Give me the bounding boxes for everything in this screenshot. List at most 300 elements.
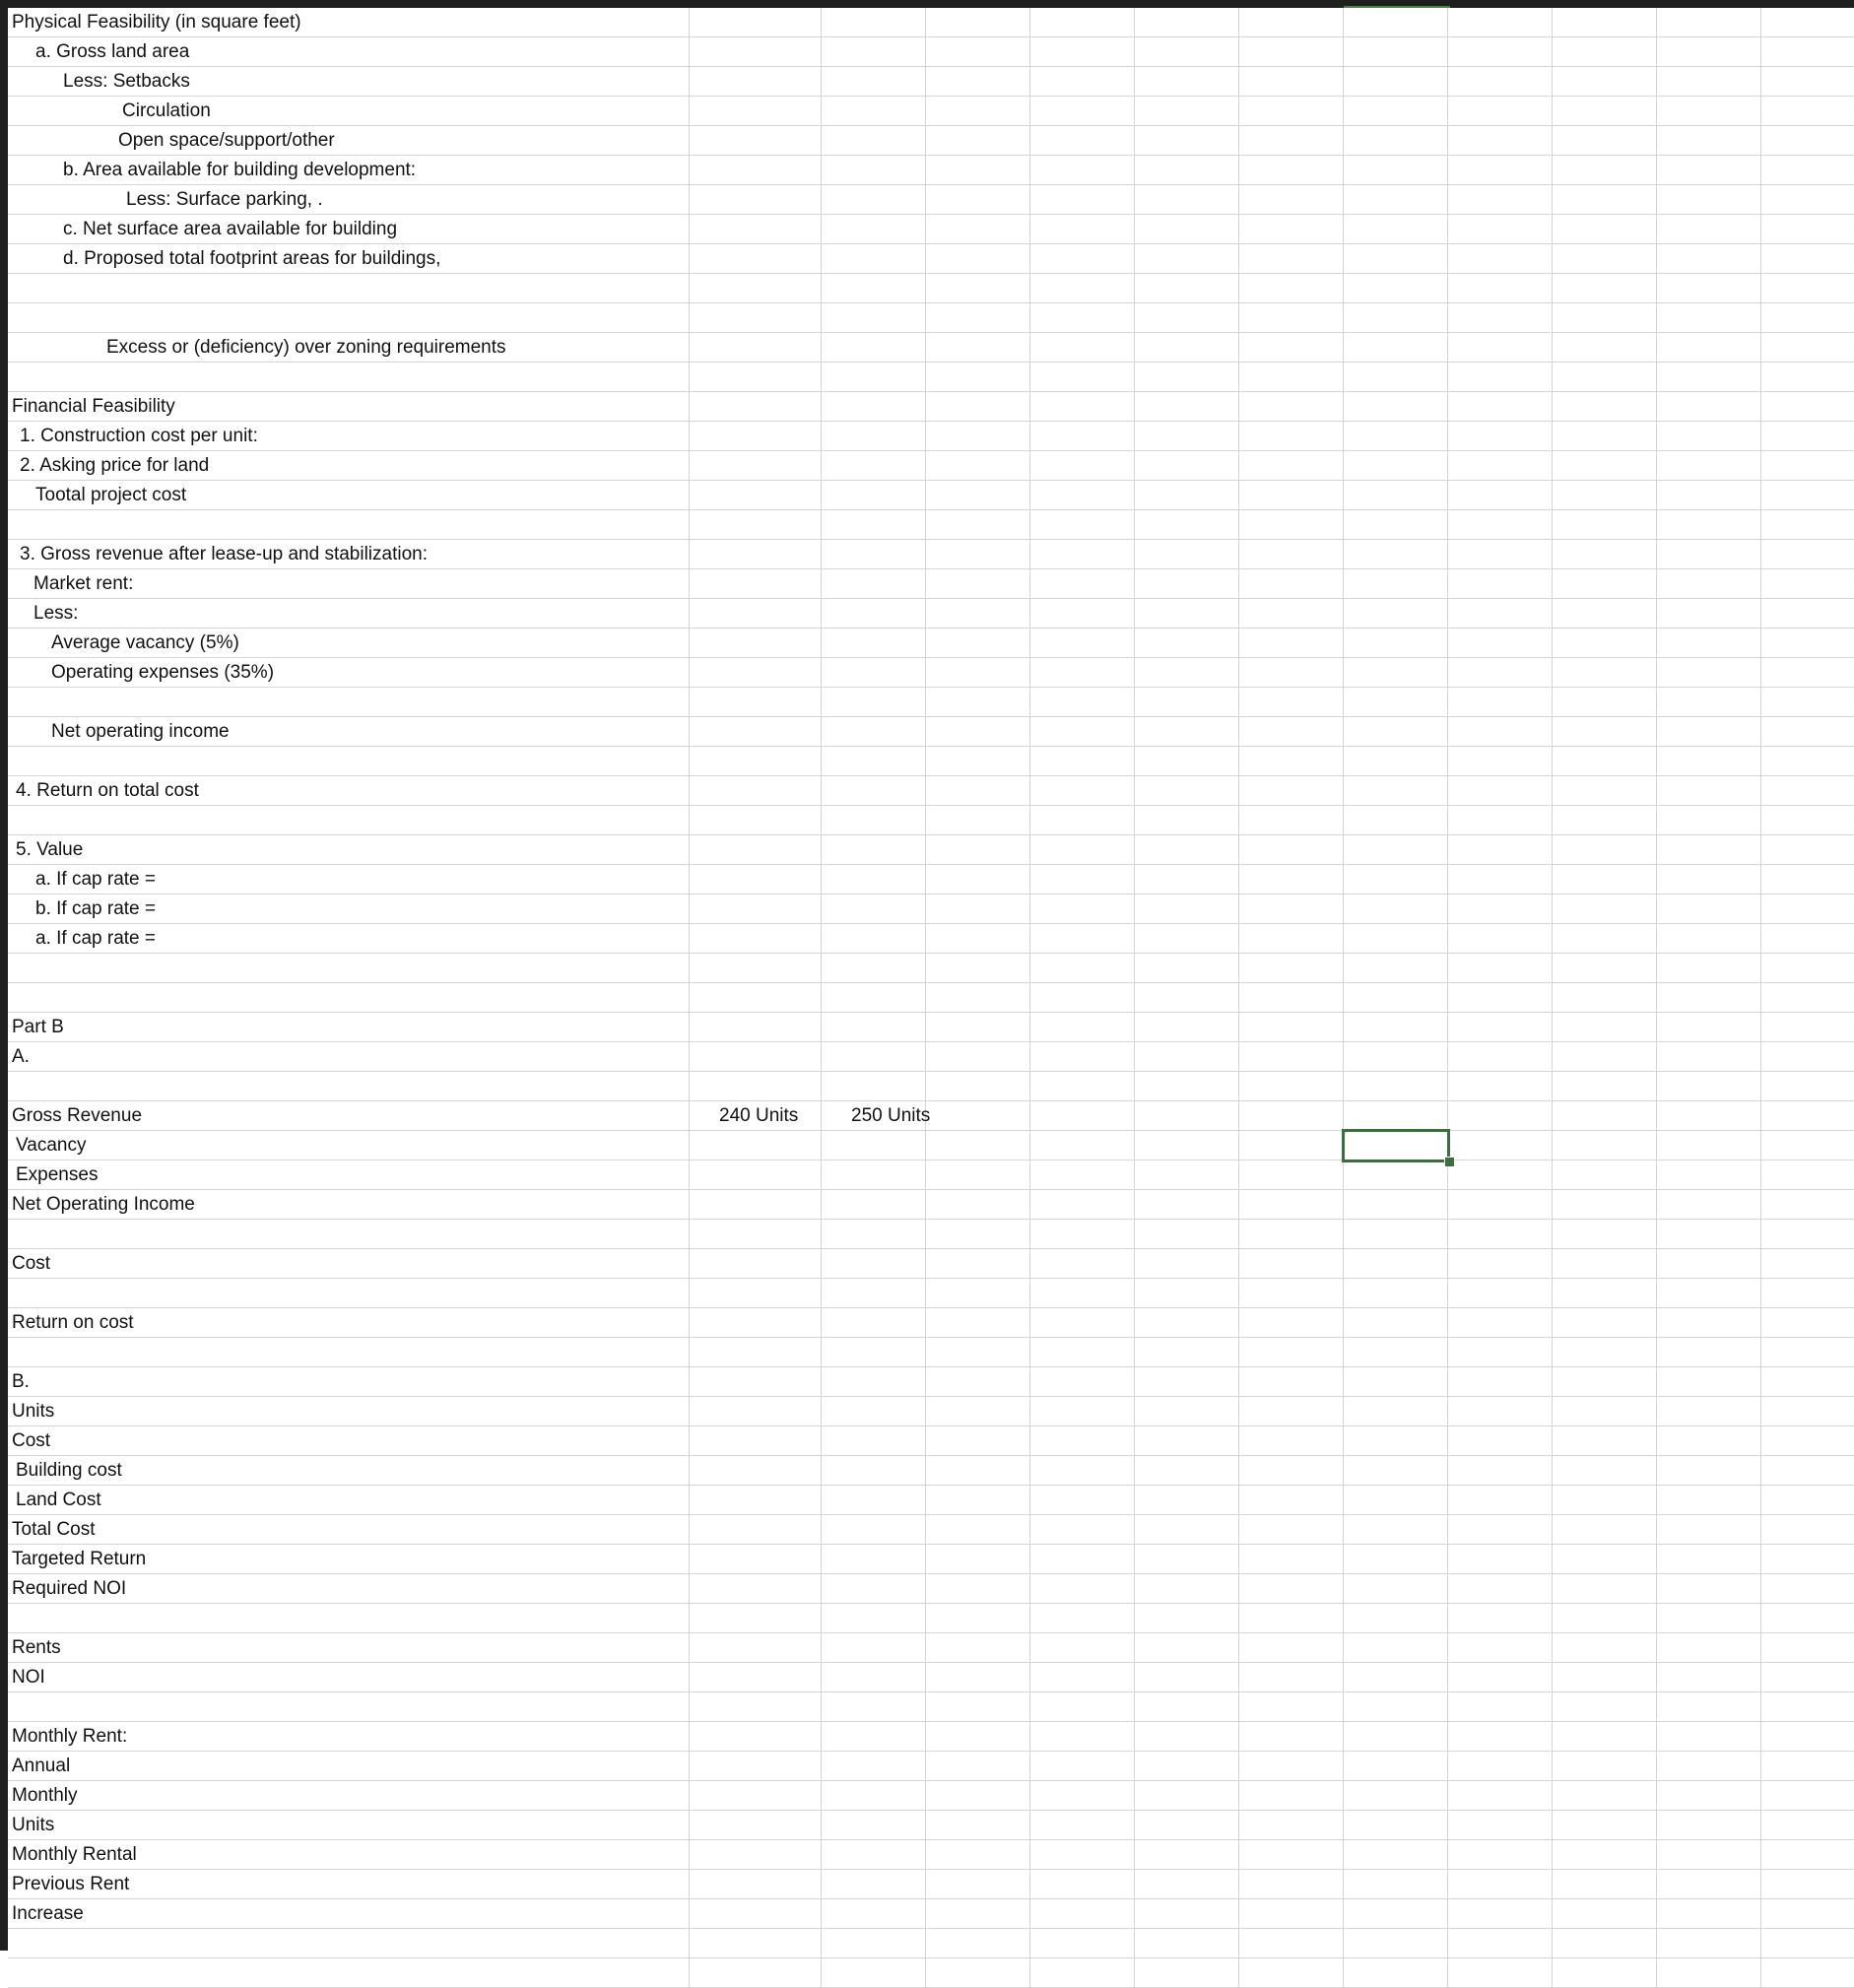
cell-b[interactable] (690, 540, 822, 568)
cell-c[interactable] (822, 1840, 926, 1869)
cell-b[interactable] (690, 8, 822, 36)
cell-e[interactable] (1030, 1692, 1135, 1721)
cell-g[interactable] (1239, 1279, 1344, 1307)
cell-k[interactable] (1657, 1072, 1761, 1100)
cell-h[interactable] (1344, 1958, 1448, 1987)
cell-i[interactable] (1448, 776, 1553, 805)
cell-c[interactable] (822, 1190, 926, 1219)
cell-h[interactable] (1344, 451, 1448, 480)
cell-i[interactable] (1448, 569, 1553, 598)
cell-h[interactable] (1344, 1308, 1448, 1337)
cell-e[interactable] (1030, 1397, 1135, 1425)
cell-b[interactable] (690, 1870, 822, 1898)
cell-f[interactable] (1135, 185, 1239, 214)
cell-a[interactable] (8, 1308, 690, 1337)
cell-e[interactable] (1030, 1958, 1135, 1987)
cell-e[interactable] (1030, 1752, 1135, 1780)
cell-l[interactable] (1761, 1013, 1854, 1041)
cell-b[interactable] (690, 1190, 822, 1219)
cell-e[interactable] (1030, 1308, 1135, 1337)
cell-h[interactable] (1344, 37, 1448, 66)
cell-j[interactable] (1553, 8, 1657, 36)
cell-g[interactable] (1239, 126, 1344, 155)
cell-c[interactable] (822, 37, 926, 66)
cell-f[interactable] (1135, 1101, 1239, 1130)
cell-b[interactable] (690, 1574, 822, 1603)
cell-d[interactable] (926, 1663, 1030, 1691)
cell-h[interactable] (1344, 1633, 1448, 1662)
cell-k[interactable] (1657, 244, 1761, 273)
cell-i[interactable] (1448, 1072, 1553, 1100)
cell-l[interactable] (1761, 569, 1854, 598)
cell-f[interactable] (1135, 1220, 1239, 1248)
cell-j[interactable] (1553, 983, 1657, 1012)
cell-d[interactable] (926, 1486, 1030, 1514)
cell-c[interactable] (822, 1072, 926, 1100)
cell-b[interactable] (690, 1397, 822, 1425)
cell-k[interactable] (1657, 1486, 1761, 1514)
cell-k[interactable] (1657, 8, 1761, 36)
cell-e[interactable] (1030, 303, 1135, 332)
cell-a[interactable] (8, 156, 690, 184)
cell-e[interactable] (1030, 422, 1135, 450)
cell-k[interactable] (1657, 1279, 1761, 1307)
cell-i[interactable] (1448, 1958, 1553, 1987)
cell-f[interactable] (1135, 1604, 1239, 1632)
cell-j[interactable] (1553, 303, 1657, 332)
cell-a[interactable] (8, 274, 690, 302)
cell-j[interactable] (1553, 1574, 1657, 1603)
cell-g[interactable] (1239, 747, 1344, 775)
cell-b[interactable] (690, 1633, 822, 1662)
cell-j[interactable] (1553, 333, 1657, 362)
cell-e[interactable] (1030, 717, 1135, 746)
cell-d[interactable] (926, 1220, 1030, 1248)
cell-e[interactable] (1030, 540, 1135, 568)
cell-e[interactable] (1030, 126, 1135, 155)
cell-g[interactable] (1239, 1899, 1344, 1928)
cell-l[interactable] (1761, 1811, 1854, 1839)
cell-c[interactable] (822, 924, 926, 953)
cell-h[interactable] (1344, 1929, 1448, 1957)
cell-b[interactable] (690, 156, 822, 184)
cell-j[interactable] (1553, 1604, 1657, 1632)
cell-i[interactable] (1448, 215, 1553, 243)
cell-h[interactable] (1344, 717, 1448, 746)
cell-c[interactable] (822, 8, 926, 36)
cell-j[interactable] (1553, 1545, 1657, 1573)
cell-e[interactable] (1030, 895, 1135, 923)
cell-j[interactable] (1553, 1279, 1657, 1307)
cell-g[interactable] (1239, 1220, 1344, 1248)
cell-e[interactable] (1030, 1899, 1135, 1928)
cell-f[interactable] (1135, 1042, 1239, 1071)
cell-g[interactable] (1239, 1249, 1344, 1278)
cell-a[interactable] (8, 1042, 690, 1071)
cell-b[interactable] (690, 1781, 822, 1810)
cell-k[interactable] (1657, 658, 1761, 687)
cell-k[interactable] (1657, 1929, 1761, 1957)
cell-g[interactable] (1239, 717, 1344, 746)
cell-f[interactable] (1135, 1663, 1239, 1691)
cell-i[interactable] (1448, 481, 1553, 509)
cell-c[interactable] (822, 1811, 926, 1839)
cell-e[interactable] (1030, 1279, 1135, 1307)
cell-i[interactable] (1448, 1515, 1553, 1544)
cell-c[interactable] (822, 629, 926, 657)
cell-l[interactable] (1761, 1338, 1854, 1366)
cell-j[interactable] (1553, 1190, 1657, 1219)
cell-a[interactable] (8, 1663, 690, 1691)
cell-l[interactable] (1761, 510, 1854, 539)
cell-d[interactable] (926, 1338, 1030, 1366)
cell-j[interactable] (1553, 1131, 1657, 1160)
cell-e[interactable] (1030, 1101, 1135, 1130)
cell-k[interactable] (1657, 1840, 1761, 1869)
cell-h[interactable] (1344, 776, 1448, 805)
cell-j[interactable] (1553, 1072, 1657, 1100)
cell-k[interactable] (1657, 983, 1761, 1012)
cell-j[interactable] (1553, 806, 1657, 834)
cell-b[interactable] (690, 1663, 822, 1691)
cell-g[interactable] (1239, 67, 1344, 96)
cell-l[interactable] (1761, 954, 1854, 982)
cell-l[interactable] (1761, 1870, 1854, 1898)
cell-c[interactable] (822, 1131, 926, 1160)
cell-e[interactable] (1030, 156, 1135, 184)
cell-c[interactable] (822, 1929, 926, 1957)
cell-g[interactable] (1239, 983, 1344, 1012)
cell-l[interactable] (1761, 776, 1854, 805)
cell-e[interactable] (1030, 8, 1135, 36)
cell-j[interactable] (1553, 865, 1657, 894)
cell-h[interactable] (1344, 599, 1448, 628)
cell-i[interactable] (1448, 1042, 1553, 1071)
cell-g[interactable] (1239, 215, 1344, 243)
cell-d[interactable] (926, 1574, 1030, 1603)
cell-b[interactable] (690, 274, 822, 302)
cell-d[interactable] (926, 1870, 1030, 1898)
cell-f[interactable] (1135, 776, 1239, 805)
cell-i[interactable] (1448, 303, 1553, 332)
cell-a[interactable] (8, 1101, 690, 1130)
cell-f[interactable] (1135, 1781, 1239, 1810)
cell-k[interactable] (1657, 1574, 1761, 1603)
cell-l[interactable] (1761, 1456, 1854, 1485)
cell-f[interactable] (1135, 924, 1239, 953)
cell-f[interactable] (1135, 1486, 1239, 1514)
cell-h[interactable] (1344, 924, 1448, 953)
cell-a[interactable] (8, 126, 690, 155)
cell-j[interactable] (1553, 1752, 1657, 1780)
cell-l[interactable] (1761, 1958, 1854, 1987)
cell-b[interactable] (690, 1013, 822, 1041)
cell-k[interactable] (1657, 1013, 1761, 1041)
cell-l[interactable] (1761, 688, 1854, 716)
cell-a[interactable] (8, 1574, 690, 1603)
cell-g[interactable] (1239, 1072, 1344, 1100)
cell-b[interactable] (690, 747, 822, 775)
cell-h[interactable] (1344, 392, 1448, 421)
cell-e[interactable] (1030, 215, 1135, 243)
cell-d[interactable] (926, 658, 1030, 687)
cell-h[interactable] (1344, 303, 1448, 332)
cell-c[interactable] (822, 215, 926, 243)
cell-f[interactable] (1135, 156, 1239, 184)
cell-j[interactable] (1553, 1397, 1657, 1425)
cell-h[interactable] (1344, 97, 1448, 125)
cell-f[interactable] (1135, 1456, 1239, 1485)
cell-c[interactable] (822, 392, 926, 421)
cell-h[interactable] (1344, 1692, 1448, 1721)
cell-f[interactable] (1135, 244, 1239, 273)
cell-l[interactable] (1761, 1545, 1854, 1573)
cell-b[interactable] (690, 1308, 822, 1337)
cell-k[interactable] (1657, 1338, 1761, 1366)
cell-j[interactable] (1553, 215, 1657, 243)
cell-b[interactable] (690, 924, 822, 953)
cell-d[interactable] (926, 688, 1030, 716)
cell-k[interactable] (1657, 747, 1761, 775)
cell-a[interactable] (8, 658, 690, 687)
cell-b[interactable] (690, 1722, 822, 1751)
cell-d[interactable] (926, 451, 1030, 480)
cell-h[interactable] (1344, 363, 1448, 391)
cell-a[interactable] (8, 1367, 690, 1396)
cell-j[interactable] (1553, 1515, 1657, 1544)
cell-f[interactable] (1135, 806, 1239, 834)
cell-i[interactable] (1448, 392, 1553, 421)
cell-b[interactable] (690, 1958, 822, 1987)
cell-d[interactable] (926, 1456, 1030, 1485)
cell-j[interactable] (1553, 924, 1657, 953)
cell-b[interactable] (690, 1929, 822, 1957)
cell-f[interactable] (1135, 510, 1239, 539)
cell-f[interactable] (1135, 629, 1239, 657)
cell-d[interactable] (926, 569, 1030, 598)
cell-a[interactable] (8, 1722, 690, 1751)
cell-f[interactable] (1135, 1160, 1239, 1189)
cell-l[interactable] (1761, 1899, 1854, 1928)
cell-d[interactable] (926, 1958, 1030, 1987)
cell-d[interactable] (926, 895, 1030, 923)
cell-e[interactable] (1030, 1072, 1135, 1100)
cell-d[interactable] (926, 1131, 1030, 1160)
cell-k[interactable] (1657, 1367, 1761, 1396)
cell-b[interactable] (690, 1752, 822, 1780)
cell-a[interactable] (8, 1160, 690, 1189)
cell-d[interactable] (926, 983, 1030, 1012)
cell-k[interactable] (1657, 540, 1761, 568)
cell-l[interactable] (1761, 1190, 1854, 1219)
cell-i[interactable] (1448, 67, 1553, 96)
cell-c[interactable] (822, 363, 926, 391)
cell-k[interactable] (1657, 1190, 1761, 1219)
cell-d[interactable] (926, 1160, 1030, 1189)
cell-d[interactable] (926, 1367, 1030, 1396)
cell-e[interactable] (1030, 1515, 1135, 1544)
cell-f[interactable] (1135, 1131, 1239, 1160)
cell-e[interactable] (1030, 1633, 1135, 1662)
cell-i[interactable] (1448, 629, 1553, 657)
cell-f[interactable] (1135, 1308, 1239, 1337)
cell-c[interactable] (822, 1899, 926, 1928)
cell-f[interactable] (1135, 8, 1239, 36)
cell-k[interactable] (1657, 954, 1761, 982)
cell-h[interactable] (1344, 1899, 1448, 1928)
cell-g[interactable] (1239, 1811, 1344, 1839)
cell-a[interactable] (8, 1692, 690, 1721)
cell-d[interactable] (926, 1840, 1030, 1869)
cell-l[interactable] (1761, 895, 1854, 923)
cell-k[interactable] (1657, 835, 1761, 864)
cell-d[interactable] (926, 1545, 1030, 1573)
cell-e[interactable] (1030, 776, 1135, 805)
cell-l[interactable] (1761, 1160, 1854, 1189)
cell-g[interactable] (1239, 1160, 1344, 1189)
cell-b[interactable] (690, 599, 822, 628)
cell-b[interactable] (690, 1545, 822, 1573)
cell-h[interactable] (1344, 156, 1448, 184)
cell-a[interactable] (8, 67, 690, 96)
cell-g[interactable] (1239, 1929, 1344, 1957)
cell-j[interactable] (1553, 1426, 1657, 1455)
cell-g[interactable] (1239, 274, 1344, 302)
cell-b[interactable] (690, 835, 822, 864)
cell-i[interactable] (1448, 865, 1553, 894)
cell-k[interactable] (1657, 1456, 1761, 1485)
cell-d[interactable] (926, 244, 1030, 273)
cell-e[interactable] (1030, 244, 1135, 273)
cell-f[interactable] (1135, 865, 1239, 894)
cell-f[interactable] (1135, 688, 1239, 716)
cell-h[interactable] (1344, 1486, 1448, 1514)
cell-e[interactable] (1030, 983, 1135, 1012)
cell-b[interactable] (690, 1426, 822, 1455)
cell-e[interactable] (1030, 274, 1135, 302)
cell-k[interactable] (1657, 1752, 1761, 1780)
cell-c[interactable] (822, 1486, 926, 1514)
cell-i[interactable] (1448, 1929, 1553, 1957)
cell-a[interactable] (8, 1220, 690, 1248)
cell-b[interactable] (690, 1456, 822, 1485)
cell-d[interactable] (926, 8, 1030, 36)
cell-j[interactable] (1553, 1929, 1657, 1957)
cell-k[interactable] (1657, 1220, 1761, 1248)
cell-e[interactable] (1030, 1574, 1135, 1603)
cell-i[interactable] (1448, 924, 1553, 953)
cell-f[interactable] (1135, 983, 1239, 1012)
cell-c[interactable] (822, 658, 926, 687)
cell-e[interactable] (1030, 97, 1135, 125)
cell-l[interactable] (1761, 422, 1854, 450)
cell-i[interactable] (1448, 1190, 1553, 1219)
cell-d[interactable] (926, 303, 1030, 332)
cell-c[interactable] (822, 1249, 926, 1278)
cell-l[interactable] (1761, 1515, 1854, 1544)
cell-b[interactable] (690, 1811, 822, 1839)
cell-i[interactable] (1448, 185, 1553, 214)
cell-a[interactable] (8, 97, 690, 125)
cell-g[interactable] (1239, 1131, 1344, 1160)
cell-a[interactable] (8, 717, 690, 746)
cell-k[interactable] (1657, 451, 1761, 480)
cell-e[interactable] (1030, 569, 1135, 598)
cell-b[interactable] (690, 895, 822, 923)
cell-a[interactable] (8, 540, 690, 568)
cell-c[interactable] (822, 688, 926, 716)
cell-c[interactable] (822, 1160, 926, 1189)
cell-c[interactable] (822, 1722, 926, 1751)
cell-l[interactable] (1761, 717, 1854, 746)
cell-i[interactable] (1448, 97, 1553, 125)
cell-h[interactable] (1344, 67, 1448, 96)
cell-d[interactable] (926, 1190, 1030, 1219)
cell-h[interactable] (1344, 1663, 1448, 1691)
cell-g[interactable] (1239, 97, 1344, 125)
cell-e[interactable] (1030, 1781, 1135, 1810)
cell-l[interactable] (1761, 185, 1854, 214)
cell-a[interactable] (8, 629, 690, 657)
cell-h[interactable] (1344, 481, 1448, 509)
cell-i[interactable] (1448, 983, 1553, 1012)
cell-d[interactable] (926, 1072, 1030, 1100)
cell-d[interactable] (926, 37, 1030, 66)
cell-f[interactable] (1135, 1338, 1239, 1366)
cell-d[interactable] (926, 1604, 1030, 1632)
cell-j[interactable] (1553, 1663, 1657, 1691)
cell-d[interactable] (926, 126, 1030, 155)
cell-k[interactable] (1657, 1249, 1761, 1278)
cell-d[interactable] (926, 1929, 1030, 1957)
cell-c[interactable] (822, 1604, 926, 1632)
cell-k[interactable] (1657, 67, 1761, 96)
cell-b[interactable] (690, 1367, 822, 1396)
cell-l[interactable] (1761, 983, 1854, 1012)
cell-f[interactable] (1135, 1426, 1239, 1455)
cell-d[interactable] (926, 540, 1030, 568)
cell-f[interactable] (1135, 1722, 1239, 1751)
cell-a[interactable] (8, 481, 690, 509)
cell-k[interactable] (1657, 97, 1761, 125)
cell-k[interactable] (1657, 806, 1761, 834)
cell-e[interactable] (1030, 510, 1135, 539)
cell-d[interactable] (926, 97, 1030, 125)
cell-h[interactable] (1344, 1456, 1448, 1485)
cell-j[interactable] (1553, 1870, 1657, 1898)
cell-c[interactable] (822, 1338, 926, 1366)
cell-d[interactable] (926, 156, 1030, 184)
cell-h[interactable] (1344, 1013, 1448, 1041)
cell-g[interactable] (1239, 924, 1344, 953)
cell-l[interactable] (1761, 156, 1854, 184)
cell-g[interactable] (1239, 244, 1344, 273)
cell-e[interactable] (1030, 1870, 1135, 1898)
cell-a[interactable] (8, 1929, 690, 1957)
cell-i[interactable] (1448, 1840, 1553, 1869)
cell-c[interactable] (822, 156, 926, 184)
cell-e[interactable] (1030, 924, 1135, 953)
cell-a[interactable] (8, 8, 690, 36)
cell-c[interactable] (822, 1101, 931, 1130)
cell-e[interactable] (1030, 865, 1135, 894)
cell-l[interactable] (1761, 1692, 1854, 1721)
cell-i[interactable] (1448, 1426, 1553, 1455)
cell-h[interactable] (1344, 1042, 1448, 1071)
cell-a[interactable] (8, 1633, 690, 1662)
cell-a[interactable] (8, 865, 690, 894)
cell-a[interactable] (8, 569, 690, 598)
